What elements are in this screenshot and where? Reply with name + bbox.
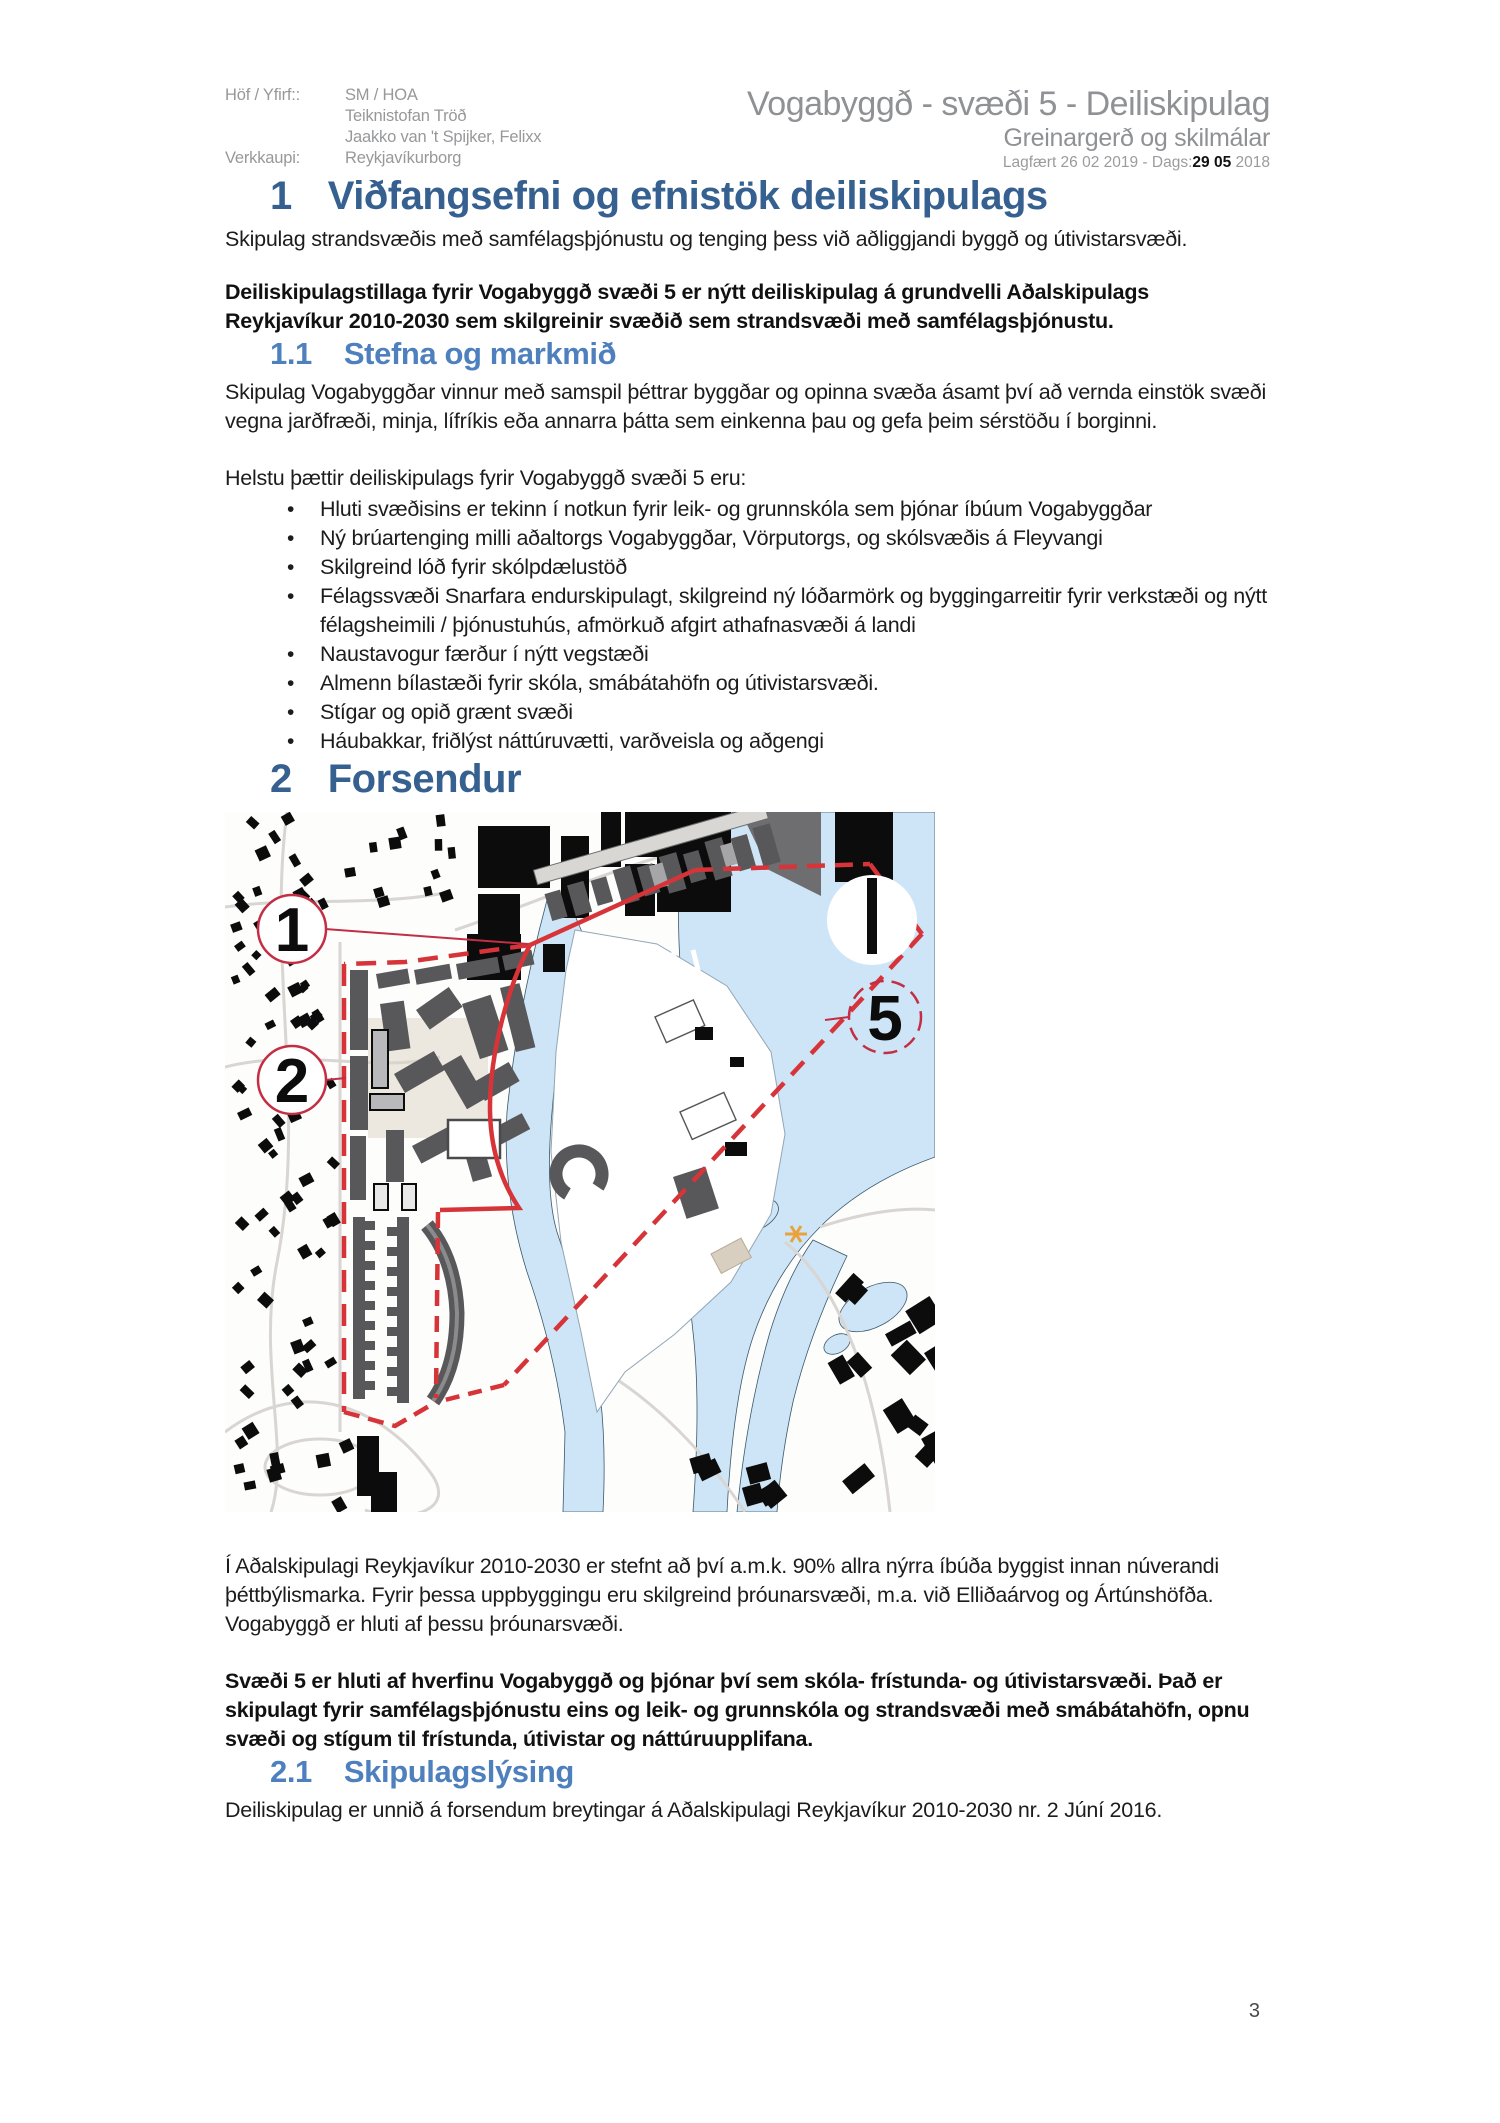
section-title: Skipulagslýsing [343,1754,574,1789]
document-subtitle: Greinargerð og skilmálar [1003,124,1270,152]
meta-value: SM / HOA [345,86,418,104]
section-1-bold-paragraph: Deiliskipulagstillaga fyrir Vogabyggð svæði 5 er nýtt deiliskipulag á grundvelli Aðalskipulags Reykjavíkur 2010-2030 sem skilgreinir svæðið sem strandsvæði með samfélagsþjónustu. [225,280,1149,333]
meta-label: Verkkaupi: [225,149,301,167]
meta-label [225,127,345,148]
header-title-block [541,85,1270,173]
area-label-1: 1 [274,896,310,965]
section-number: 2.1 [270,1754,312,1789]
section-2-heading [225,756,1270,802]
meta-label [225,106,345,127]
meta-label: Höf / Yfirf:: [225,86,301,104]
area-label-2: 2 [274,1047,310,1116]
map-svg [225,812,935,1512]
page-header [225,85,1270,173]
list-item: • Almenn bílastæði fyrir skóla, smábátahöfn og útivistarsvæði. [287,669,1270,698]
bullet-list [287,495,1270,756]
section-1-1-heading [225,336,1270,372]
section-1-heading [225,173,1270,219]
section-1-1-body: Skipulag Vogabyggðar vinnur með samspil þéttrar byggðar og opinna svæða ásamt því að vernda einstök svæði vegna jarðfræði, minja, lífríkis eða annarra þátta sem einkenna þau og gefa þeim sérstöðu í borginni. [225,380,1267,433]
list-item: • Ný brúartenging milli aðaltorgs Vogabyggðar, Vörputorgs, og skólsvæðis á Fleyvangi [287,524,1270,553]
header-meta [225,85,541,169]
section-title: Forsendur [327,757,522,801]
document-date [541,153,1270,173]
date-suffix: 2018 [1231,154,1270,171]
date-prefix: Lagfært 26 02 2019 - Dags: [1002,154,1193,171]
list-item: • Hluti svæðisins er tekinn í notkun fyrir leik- og grunnskóla sem þjónar íbúum Vogabyggðar [287,495,1270,524]
area-label-5: 5 [867,982,903,1054]
section-number: 1 [270,174,292,218]
section-number: 2 [270,757,292,801]
section-2-body: Í Aðalskipulagi Reykjavíkur 2010-2030 er stefnt að því a.m.k. 90% allra nýrra íbúða byggist innan núverandi þéttbýlismarka. Fyrir þessa uppbyggingu eru skilgreind þróunarsvæði, m.a. við Elliðaárvog og Ártúnshöfða. Vogabyggð er hluti af þessu þróunarsvæði. [225,1554,1219,1636]
section-title: Viðfangsefni og efnistök deiliskipulags [327,174,1048,218]
document-title: Vogabyggð - svæði 5 - Deiliskipulag [746,85,1270,123]
meta-value: Jaakko van 't Spijker, Felixx [345,128,542,146]
section-title: Stefna og markmið [343,336,617,371]
meta-value: Teiknistofan Tröð [345,107,467,125]
section-2-bold-paragraph: Svæði 5 er hluti af hverfinu Vogabyggð og þjónar því sem skóla- frístunda- og útivistarsvæði. Það er skipulagt fyrir samfélagsþjónustu eins og leik- og grunnskóla og strandsvæði með smábátahöfn, opnu svæði og stígum til frístunda, útivistar og náttúruupplifana. [225,1669,1250,1751]
section-2-1-body: Deiliskipulag er unnið á forsendum breytingar á Aðalskipulagi Reykjavíkur 2010-2030 nr. 2 Júní 2016. [225,1798,1163,1822]
meta-value: Reykjavíkurborg [345,149,462,167]
page-number: 3 [1248,2000,1260,2022]
section-1-intro: Skipulag strandsvæðis með samfélagsþjónustu og tenging þess við aðliggjandi byggð og útivistarsvæði. [225,227,1188,251]
section-number: 1.1 [270,336,312,371]
list-item: • Naustavogur færður í nýtt vegstæði [287,640,1270,669]
list-item: • Stígar og opið grænt svæði [287,698,1270,727]
site-plan-map [225,812,935,1512]
bullet-list-intro: Helstu þættir deiliskipulags fyrir Vogabyggð svæði 5 eru: [225,466,747,490]
list-item: • Skilgreind lóð fyrir skólpdælustöð [287,553,1270,582]
north-label: N [852,816,892,876]
date-bold: 29 05 [1192,154,1232,171]
list-item: • Félagssvæði Snarfara endurskipulagt, skilgreind ný lóðarmörk og byggingarreitir fyrir verkstæði og nýtt félagsheimili / þjónustuhús, afmörkuð afgirt athafnasvæði á landi [287,582,1270,640]
section-2-1-heading [225,1754,1270,1790]
list-item: • Háubakkar, friðlýst náttúruvætti, varðveisla og aðgengi [287,727,1270,756]
